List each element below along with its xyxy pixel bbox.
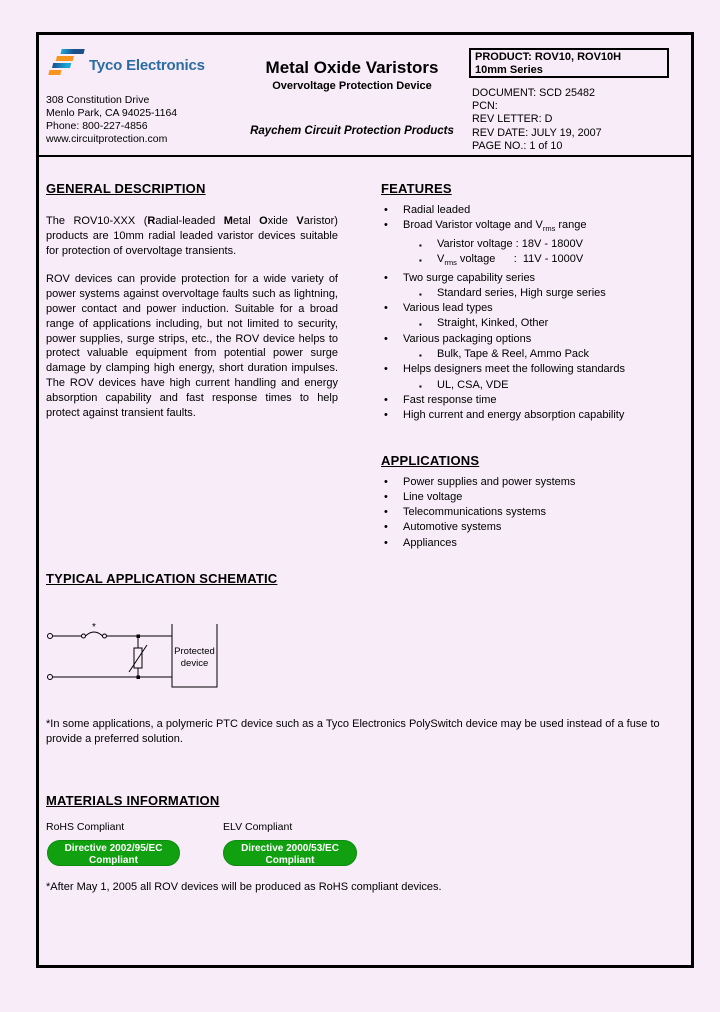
feature-item (381, 362, 681, 377)
brand-line: Raychem Circuit Protection Products (250, 125, 454, 137)
badge-line: Directive 2002/95/EC (64, 843, 163, 854)
feature-sublabel: Straight, Kinked, Other (437, 317, 549, 330)
description-paragraph-2: ROV devices can provide protection for a wide variety of power systems against overvoltage faults such as lightning, power contact and power induction. Suitable for a broad range of applications including, but not limited to security, power supplies, surge strips, etc., the ROV device helps to protect valuable equipment from potential power surge damage by clamping high energy, short duration impulses. The ROV devices have high current handling and energy absorption capability and fast response times to help protect against transient faults. (46, 273, 338, 419)
square-bullet-icon: ▪ (419, 351, 422, 361)
description-paragraph-1: The ROV10-XXX (Radial-leaded Metal Oxide Varistor) products are 10mm radial leaded varistor devices suitable for protection of overvoltage transients. (46, 215, 338, 257)
junction-dot (137, 676, 141, 680)
bullet-icon: • (384, 475, 388, 488)
square-bullet-icon: ▪ (419, 289, 422, 299)
document-title: Metal Oxide Varistors (265, 58, 439, 77)
bullet-icon: • (384, 490, 388, 503)
feature-label: High current and energy absorption capability (403, 409, 625, 422)
bullet-icon: • (384, 302, 388, 315)
product-name: PRODUCT: ROV10, ROV10H (475, 51, 622, 63)
elv-directive-badge (223, 840, 357, 866)
application-label: Power supplies and power systems (403, 475, 576, 488)
feature-label: Broad Varistor voltage and $V_{rms}$ range (403, 219, 587, 234)
materials-heading: MATERIALS INFORMATION (46, 793, 220, 808)
features-heading: FEATURES (381, 181, 452, 196)
company-website: www.circuitprotection.com (46, 133, 168, 145)
general-description-heading: GENERAL DESCRIPTION (46, 181, 206, 196)
elv-label: ELV Compliant (223, 821, 293, 833)
rohs-label: RoHS Compliant (46, 821, 125, 833)
bullet-icon: • (384, 219, 388, 232)
address-line: Phone: 800-227-4856 (46, 120, 148, 132)
protected-device-label: Protected (174, 646, 215, 657)
header-divider (39, 155, 691, 157)
feature-item (381, 393, 681, 408)
varistor-symbol (129, 637, 147, 677)
feature-label: Fast response time (403, 393, 497, 406)
meta-page-no: PAGE NO.: 1 of 10 (472, 139, 563, 152)
feature-label: Radial leaded (403, 204, 471, 216)
application-label: Appliances (403, 536, 457, 549)
square-bullet-icon: ▪ (419, 381, 422, 391)
bullet-icon: • (384, 409, 388, 422)
badge-line: Compliant (265, 854, 315, 866)
general-description-section (46, 181, 338, 420)
application-item (381, 505, 681, 520)
application-item (381, 536, 681, 551)
bullet-icon: • (384, 536, 388, 549)
product-series: 10mm Series (475, 64, 543, 76)
feature-label: Various lead types (403, 302, 493, 315)
bullet-icon: • (384, 506, 388, 519)
application-label: Line voltage (403, 490, 463, 503)
features-list (381, 203, 681, 424)
materials-footnote: *After May 1, 2005 all ROV devices will be produced as RoHS compliant devices. (46, 881, 442, 893)
address-line: Menlo Park, CA 94025-1164 (46, 107, 178, 119)
feature-sublabel: Varistor voltage : 18V - 1800V (437, 237, 583, 250)
feature-subitem (381, 347, 681, 362)
schematic-footnote: *In some applications, a polymeric PTC device such as a Tyco Electronics PolySwitch device may be used instead of a fuse to provide a preferred solution. (46, 718, 660, 745)
applications-heading: APPLICATIONS (381, 452, 480, 468)
features-applications-section (381, 181, 681, 551)
badge-line: Directive 2000/53/EC (241, 843, 339, 854)
logo-text: Tyco Electronics (89, 57, 205, 74)
feature-item (381, 408, 681, 423)
terminal-icon (48, 634, 53, 639)
feature-sublabel: Bulk, Tape & Reel, Ammo Pack (437, 348, 590, 361)
address-line: 308 Constitution Drive (46, 94, 150, 106)
feature-sublabel: Standard series, High surge series (437, 286, 606, 299)
feature-item (381, 218, 681, 236)
feature-item (381, 332, 681, 347)
company-address (46, 94, 177, 146)
document-subtitle: Overvoltage Protection Device (272, 80, 432, 92)
application-label: Telecommunications systems (403, 506, 547, 519)
meta-rev-letter: REV LETTER: D (472, 113, 553, 126)
square-bullet-icon: ▪ (419, 320, 422, 330)
protected-device-label: device (180, 658, 209, 669)
document-meta (472, 87, 602, 153)
compliance-labels (46, 821, 688, 834)
meta-pcn: PCN: (472, 100, 498, 113)
meta-document: DOCUMENT: SCD 25482 (472, 87, 595, 99)
terminal-icon (48, 675, 53, 680)
feature-item (381, 203, 681, 218)
bullet-icon: • (384, 204, 388, 216)
bullet-icon: • (384, 363, 388, 376)
feature-subitem (381, 286, 681, 301)
rohs-directive-badge (47, 840, 180, 866)
bullet-icon: • (384, 332, 388, 345)
meta-rev-date: REV DATE: JULY 19, 2007 (472, 126, 602, 139)
feature-subitem (381, 237, 681, 252)
application-item (381, 475, 681, 490)
feature-subitem (381, 252, 681, 270)
applications-list (381, 475, 681, 551)
badge-line: Compliant (89, 854, 138, 866)
bullet-icon: • (384, 271, 388, 284)
feature-sublabel: $V_{rms}$ voltage : 11V - 1000V (437, 253, 584, 268)
compliance-badges (46, 840, 688, 866)
product-box (469, 48, 669, 78)
feature-label: Two surge capability series (403, 271, 536, 284)
application-item (381, 490, 681, 505)
application-item (381, 520, 681, 535)
feature-subitem (381, 378, 681, 393)
feature-subitem (381, 316, 681, 331)
application-schematic (39, 615, 249, 700)
feature-item (381, 301, 681, 316)
datasheet-page (36, 32, 694, 968)
application-label: Automotive systems (403, 521, 502, 534)
feature-sublabel: UL, CSA, VDE (437, 378, 509, 391)
feature-label: Helps designers meet the following standards (403, 363, 625, 376)
square-bullet-icon: ▪ (419, 256, 422, 266)
bullet-icon: • (384, 521, 388, 534)
schematic-heading: TYPICAL APPLICATION SCHEMATIC (46, 571, 278, 586)
materials-section (46, 793, 688, 893)
feature-label: Various packaging options (403, 332, 532, 345)
bullet-icon: • (384, 393, 388, 406)
fuse-footnote-mark: * (92, 622, 96, 633)
tyco-logo-icon (46, 48, 86, 78)
square-bullet-icon: ▪ (419, 240, 422, 250)
header-center (239, 58, 465, 92)
junction-dot (137, 635, 141, 639)
feature-item (381, 271, 681, 286)
